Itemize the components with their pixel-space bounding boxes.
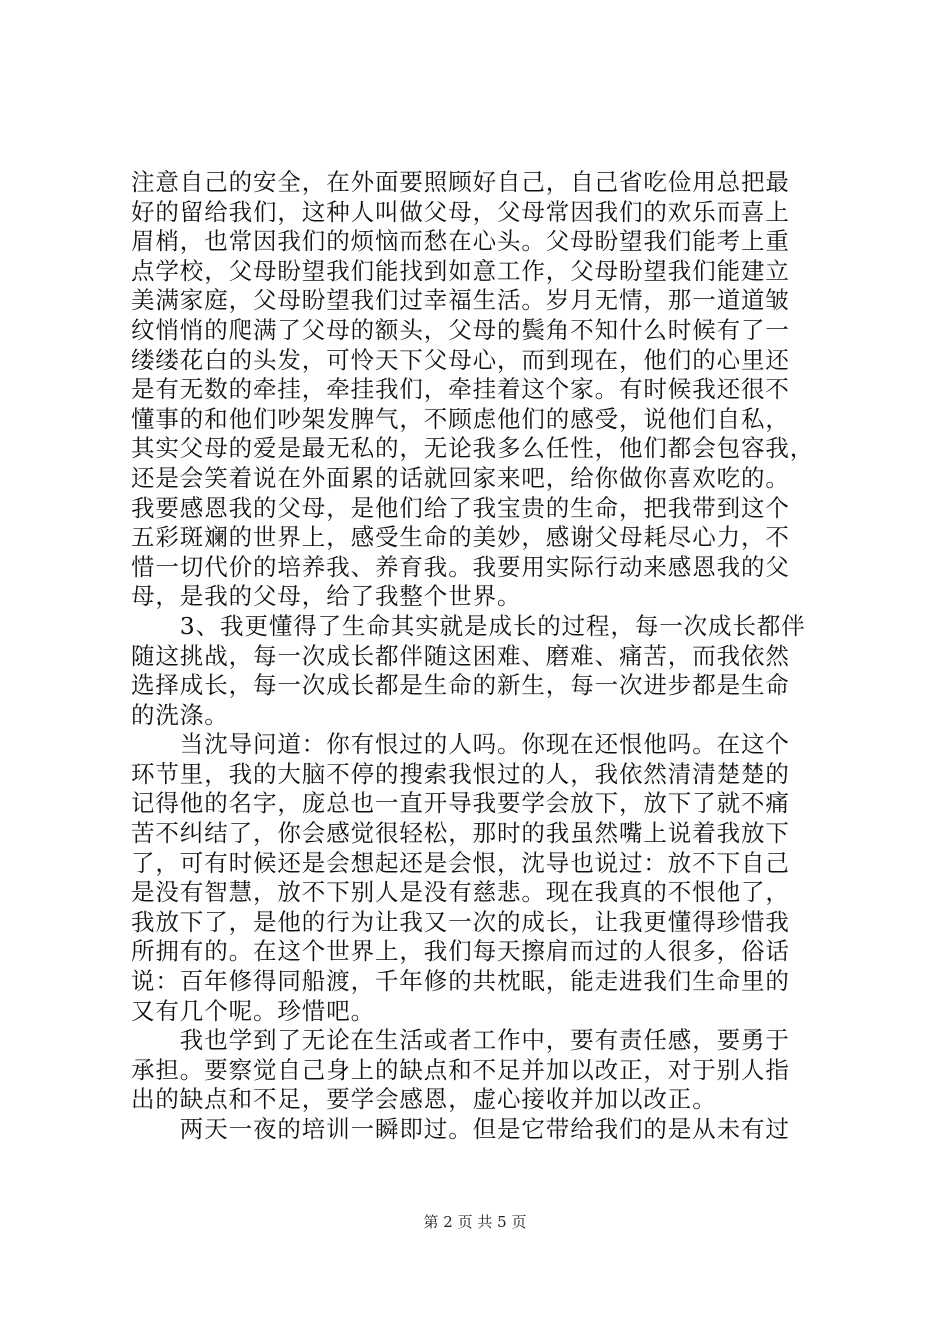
text-line: 3、我更懂得了生命其实就是成长的过程，每一次成长都伴 [131,611,806,640]
text-line: 环节里，我的大脑不停的搜索我恨过的人，我依然清清楚楚的 [131,759,790,788]
text-line: 所拥有的。在这个世界上，我们每天擦肩而过的人很多，俗话 [131,937,790,966]
text-line: 美满家庭，父母盼望我们过幸福生活。岁月无情，那一道道皱 [131,286,790,315]
text-line: 记得他的名字，庞总也一直开导我要学会放下，放下了就不痛 [131,789,790,818]
text-line: 出的缺点和不足，要学会感恩，虚心接收并加以改正。 [131,1085,717,1114]
text-line: 是没有智慧，放不下别人是没有慈悲。现在我真的不恨他了， [131,878,790,907]
text-line: 当沈导问道：你有恨过的人吗。你现在还恨他吗。在这个 [131,730,790,759]
text-line: 其实父母的爱是最无私的，无论我多么任性，他们都会包容我， [131,434,815,463]
text-line: 说：百年修得同船渡，千年修的共枕眠，能走进我们生命里的 [131,967,790,996]
text-line: 选择成长，每一次成长都是生命的新生，每一次进步都是生命 [131,671,790,700]
document-body [131,168,831,1145]
text-line: 了，可有时候还是会想起还是会恨，沈导也说过：放不下自己 [131,848,790,877]
text-line: 我要感恩我的父母，是他们给了我宝贵的生命，把我带到这个 [131,493,790,522]
text-line: 的洗涤。 [131,700,229,729]
text-line: 惜一切代价的培养我、养育我。我要用实际行动来感恩我的父 [131,552,790,581]
text-line: 注意自己的安全，在外面要照顾好自己，自己省吃俭用总把最 [131,168,790,196]
text-line: 我也学到了无论在生活或者工作中，要有责任感，要勇于 [131,1026,790,1055]
text-line: 还是会笑着说在外面累的话就回家来吧，给你做你喜欢吃的。 [131,463,790,492]
text-line: 母，是我的父母，给了我整个世界。 [131,582,522,611]
text-line: 五彩斑斓的世界上，感受生命的美妙，感谢父母耗尽心力，不 [131,523,790,552]
text-line: 懂事的和他们吵架发脾气，不顾虑他们的感受，说他们自私， [131,404,790,433]
text-line: 两天一夜的培训一瞬即过。但是它带给我们的是从未有过 [131,1115,790,1143]
text-line: 点学校，父母盼望我们能找到如意工作，父母盼望我们能建立 [131,256,790,285]
text-line: 随这挑战，每一次成长都伴随这困难、磨难、痛苦，而我依然 [131,641,790,670]
page-number-footer: 第 2 页 共 5 页 [423,1213,527,1231]
text-line: 承担。要察觉自己身上的缺点和不足并加以改正，对于别人指 [131,1055,790,1084]
text-line: 又有几个呢。珍惜吧。 [131,996,375,1025]
text-line: 是有无数的牵挂，牵挂我们，牵挂着这个家。有时候我还很不 [131,375,790,404]
text-line: 缕缕花白的头发，可怜天下父母心，而到现在，他们的心里还 [131,345,790,374]
text-line: 苦不纠结了，你会感觉很轻松，那时的我虽然嘴上说着我放下 [131,819,790,848]
text-line: 好的留给我们，这种人叫做父母，父母常因我们的欢乐而喜上 [131,197,790,226]
text-line: 纹悄悄的爬满了父母的额头，父母的鬓角不知什么时候有了一 [131,315,790,344]
text-line: 我放下了，是他的行为让我又一次的成长，让我更懂得珍惜我 [131,907,790,936]
text-line: 眉梢，也常因我们的烦恼而愁在心头。父母盼望我们能考上重 [131,227,790,256]
